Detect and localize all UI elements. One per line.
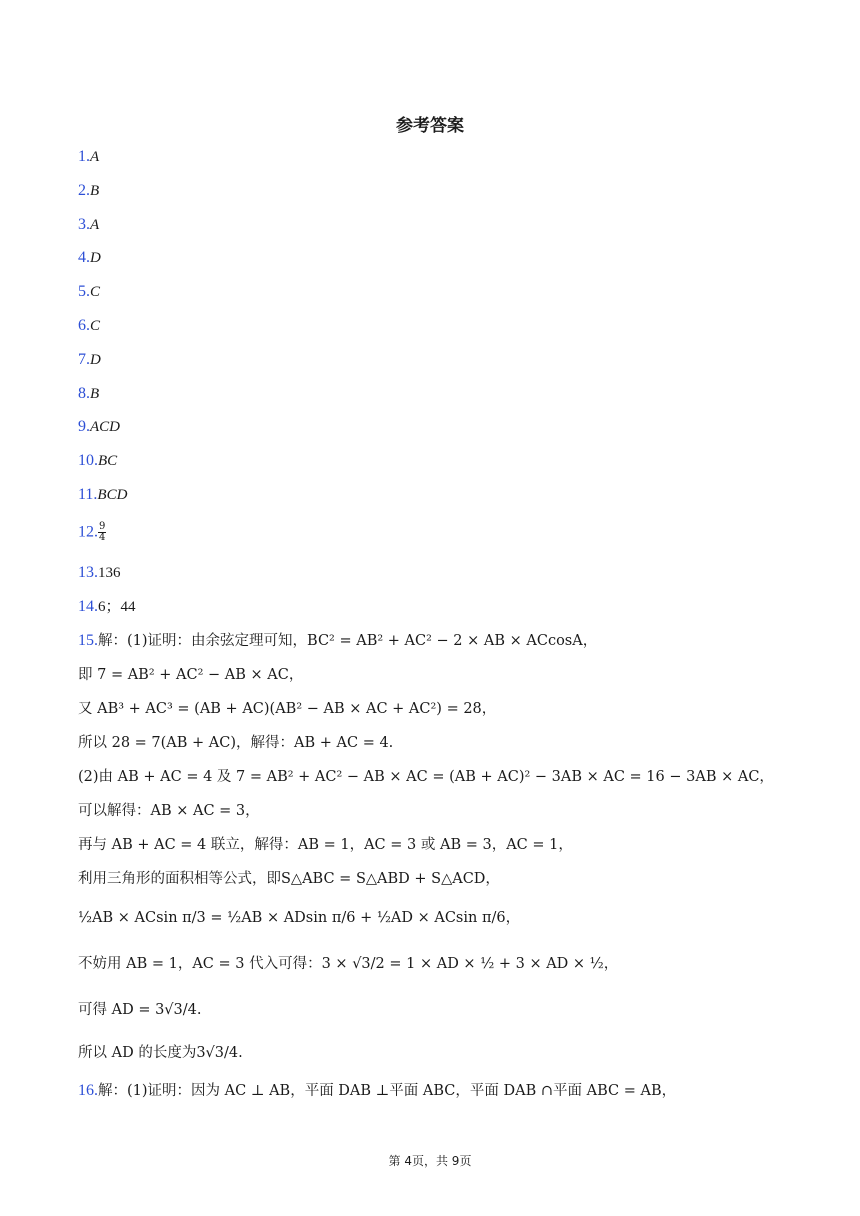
answer-14 — [78, 597, 136, 617]
answer-item — [78, 147, 99, 167]
answer-number: 8. — [78, 385, 90, 402]
answer-text: B — [90, 183, 100, 199]
answer-number: 15. — [78, 632, 98, 649]
answer-number: 7. — [78, 351, 90, 368]
solution-text: 解：(1)证明：因为 AC ⊥ AB，平面 DAB ⊥平面 ABC，平面 DAB ∩平面 ABC = AB， — [98, 1083, 677, 1099]
answer-number: 16. — [78, 1082, 98, 1099]
solution-15-line-6: 可以解得：AB × AC = 3， — [78, 803, 260, 819]
answer-item — [78, 350, 101, 370]
answer-text: A — [90, 217, 100, 233]
solution-15-line-12: 所以 AD 的长度为3√3/4. — [78, 1045, 243, 1061]
answer-number: 14. — [78, 598, 98, 615]
answer-12 — [78, 522, 106, 543]
answer-text: 136 — [98, 565, 121, 581]
answer-number: 11. — [78, 486, 98, 503]
answer-number: 1. — [78, 148, 90, 165]
answer-text: ACD — [90, 419, 120, 435]
solution-15-line-8: 利用三角形的面积相等公式，即S△ABC = S△ABD + S△ACD， — [78, 871, 500, 887]
answer-item — [78, 282, 100, 302]
solution-15-line-3: 又 AB³ + AC³ = (AB + AC)(AB² − AB × AC + AC²) = 28， — [78, 701, 497, 717]
answer-number: 2. — [78, 182, 90, 199]
solution-text: 解：(1)证明：由余弦定理可知，BC² = AB² + AC² − 2 × AB × ACcosA， — [98, 633, 598, 649]
answer-number: 10. — [78, 452, 98, 469]
answer-text: D — [90, 250, 101, 266]
answer-text: B — [90, 386, 100, 402]
fraction — [98, 522, 106, 543]
answer-number: 5. — [78, 283, 90, 300]
page-title: 参考答案 — [396, 116, 464, 136]
answer-text: BC — [98, 453, 118, 469]
answer-item — [78, 417, 120, 437]
solution-15-line-2: 即 7 = AB² + AC² − AB × AC， — [78, 667, 304, 683]
solution-15-line-5: (2)由 AB + AC = 4 及 7 = AB² + AC² − AB × AC = (AB + AC)² − 3AB × AC = 16 − 3AB × AC， — [78, 769, 774, 785]
answer-text: A — [90, 149, 100, 165]
solution-15-line-1 — [78, 631, 597, 651]
answer-number: 12. — [78, 523, 98, 541]
page-footer: 第 4页，共 9页 — [388, 1154, 472, 1168]
solution-15-line-4: 所以 28 = 7(AB + AC)，解得：AB + AC = 4. — [78, 735, 394, 751]
answer-number: 9. — [78, 418, 90, 435]
answer-item — [78, 384, 99, 404]
answer-number: 13. — [78, 564, 98, 581]
answer-item — [78, 181, 99, 201]
answer-number: 6. — [78, 317, 90, 334]
answer-text: 6；44 — [98, 599, 136, 615]
solution-15-line-11: 可得 AD = 3√3/4. — [78, 1002, 202, 1018]
answer-text: C — [90, 284, 101, 300]
answer-number: 4. — [78, 249, 90, 266]
denominator: 4 — [99, 532, 106, 543]
answer-text: D — [90, 352, 101, 368]
answer-item — [78, 215, 99, 235]
answer-text: C — [90, 318, 101, 334]
solution-15-line-7: 再与 AB + AC = 4 联立，解得：AB = 1，AC = 3 或 AB = 3，AC = 1， — [78, 837, 573, 853]
solution-15-line-9: ½AB × ACsin π/3 = ½AB × ADsin π/6 + ½AD × ACsin π/6， — [78, 910, 521, 926]
numerator: 9 — [99, 521, 106, 532]
answer-item — [78, 316, 100, 336]
answer-13 — [78, 563, 121, 583]
answer-item — [78, 485, 127, 505]
solution-15-line-10: 不妨用 AB = 1，AC = 3 代入可得：3 × √3/2 = 1 × AD × ½ + 3 × AD × ½， — [78, 956, 619, 972]
answer-text: BCD — [97, 487, 128, 503]
solution-16-line-1 — [78, 1081, 676, 1101]
answer-item — [78, 451, 117, 471]
answer-number: 3. — [78, 216, 90, 233]
answer-item — [78, 248, 101, 268]
